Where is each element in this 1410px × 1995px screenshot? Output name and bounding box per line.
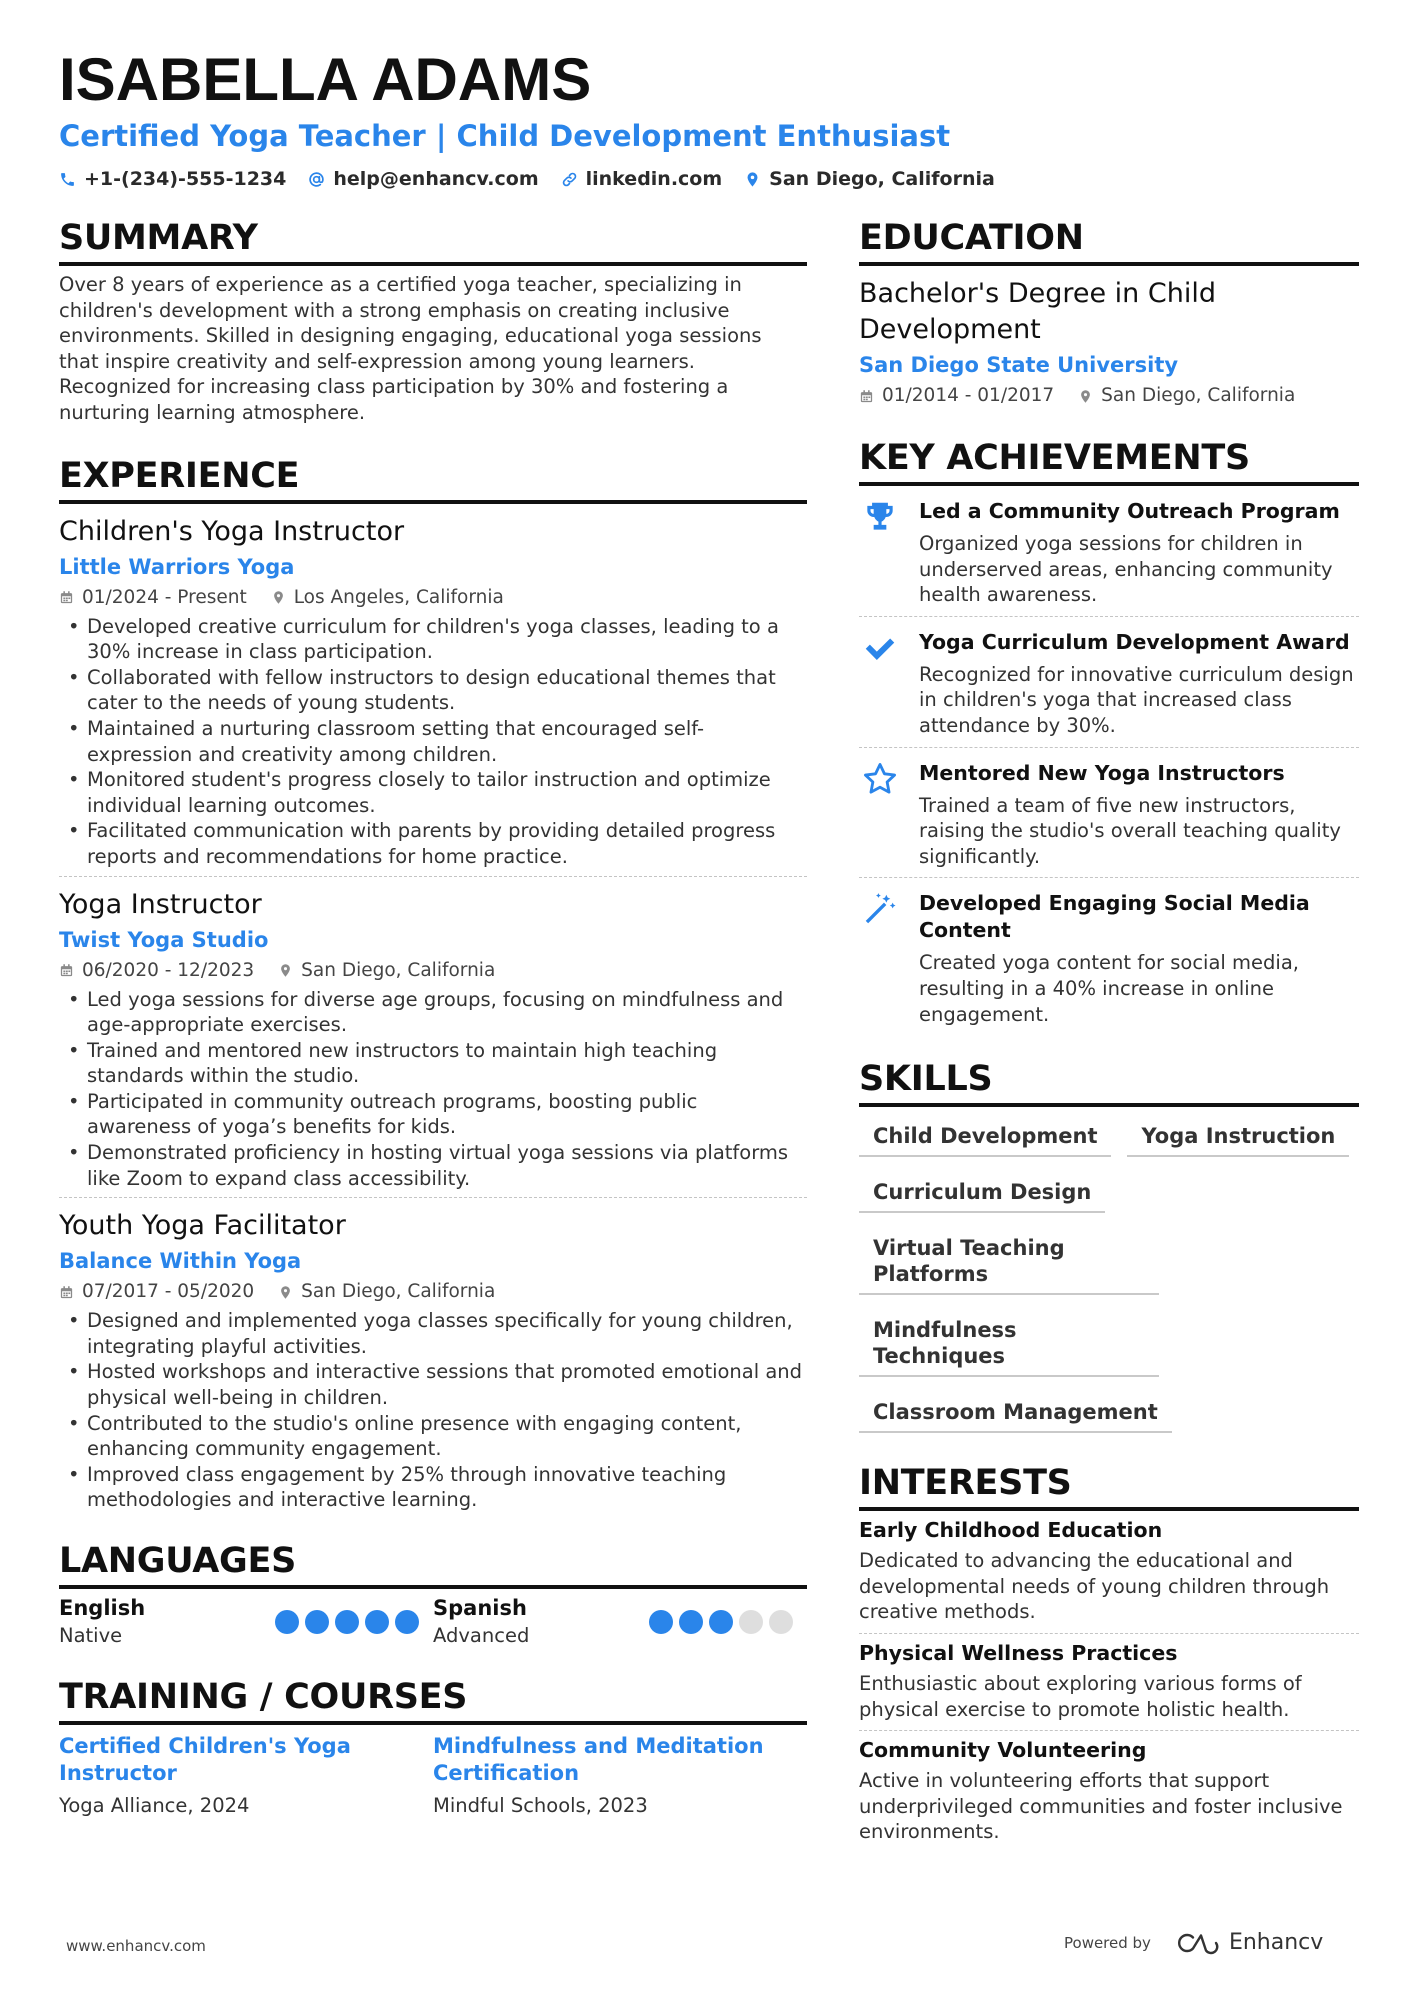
- achievement-desc: Recognized for innovative curriculum design in children's yoga that increased class attendance by 30%.: [919, 662, 1354, 737]
- language-name: Spanish: [433, 1596, 527, 1620]
- education-dates-text: 01/2014 - 01/2017: [882, 385, 1055, 406]
- candidate-name: ISABELLA ADAMS: [59, 46, 592, 113]
- course-provider: Yoga Alliance, 2024: [59, 1794, 250, 1817]
- job-bullet: • Led yoga sessions for diverse age groups, focusing on mindfulness and age-appropriate exercises.: [59, 987, 807, 1038]
- job-title: Yoga Instructor: [59, 888, 262, 920]
- location-pin-icon: [744, 171, 761, 188]
- skill-tag: Yoga Instruction: [1127, 1111, 1349, 1157]
- location-pin-icon: [278, 1285, 293, 1300]
- job-title: Children's Yoga Instructor: [59, 515, 405, 547]
- calendar-icon: [859, 389, 874, 404]
- rating-dot-filled: [679, 1610, 703, 1634]
- job-bullet: • Trained and mentored new instructors to maintain high teaching standards within the studio.: [59, 1038, 807, 1089]
- experience-item: [59, 1197, 807, 1519]
- achievement-item: [859, 747, 1359, 878]
- contact-email[interactable]: [308, 168, 538, 190]
- job-dates: [59, 959, 254, 983]
- job-bullet: • Hosted workshops and interactive sessions that promoted emotional and physical well-being in children.: [59, 1359, 807, 1410]
- contact-phone[interactable]: [59, 168, 286, 190]
- experience-item: [59, 504, 807, 876]
- training-heading: TRAINING / COURSES: [59, 1675, 807, 1725]
- language-rating: [649, 1610, 793, 1634]
- location-text: San Diego, California: [769, 168, 995, 190]
- trophy-icon: [859, 498, 919, 608]
- phone-number: +1-(234)-555-1234: [84, 168, 287, 190]
- job-bullet: • Participated in community outreach programs, boosting public awareness of yoga’s benefits for kids.: [59, 1089, 807, 1140]
- location-pin-icon: [271, 590, 286, 605]
- magic-wand-icon: [859, 890, 919, 1027]
- left-column: [59, 216, 807, 1819]
- education-meta: [859, 384, 1359, 408]
- interests-section: [859, 1461, 1359, 1853]
- interest-item: [859, 1730, 1359, 1853]
- rating-dot-filled: [365, 1610, 389, 1634]
- interest-item: [859, 1633, 1359, 1730]
- linkedin-link: linkedin.com: [585, 168, 723, 190]
- achievements-heading: KEY ACHIEVEMENTS: [859, 436, 1359, 486]
- job-dates: [59, 586, 247, 610]
- education-section: [859, 216, 1359, 408]
- job-location-text: Los Angeles, California: [293, 586, 504, 608]
- calendar-icon: [59, 1285, 74, 1300]
- job-bullet: • Designed and implemented yoga classes specifically for young children, integrating playful activities.: [59, 1308, 807, 1359]
- job-location: [271, 586, 504, 610]
- footer-branding: [1064, 1930, 1323, 1955]
- at-icon: [308, 171, 325, 188]
- job-dates-text: 01/2024 - Present: [82, 586, 247, 608]
- powered-by-label: Powered by: [1064, 1933, 1151, 1952]
- rating-dot-filled: [335, 1610, 359, 1634]
- candidate-headline: Certified Yoga Teacher | Child Development Enthusiast: [59, 119, 951, 153]
- job-bullet: • Maintained a nurturing classroom setting that encouraged self-expression and creativity among children.: [59, 716, 807, 767]
- skills-list: [859, 1111, 1359, 1443]
- language-level: Native: [59, 1624, 123, 1647]
- rating-dot-filled: [305, 1610, 329, 1634]
- achievement-desc: Organized yoga sessions for children in underserved areas, enhancing community health awareness.: [919, 532, 1333, 607]
- location-pin-icon: [1078, 389, 1093, 404]
- education-location: [1078, 384, 1295, 408]
- job-dates: [59, 1280, 254, 1304]
- interests-heading: INTERESTS: [859, 1461, 1359, 1511]
- achievement-item: [859, 616, 1359, 747]
- achievement-desc: Trained a team of five new instructors, raising the studio's overall teaching quality significantly.: [919, 793, 1341, 868]
- contact-linkedin[interactable]: [561, 168, 723, 190]
- education-heading: EDUCATION: [859, 216, 1359, 266]
- interest-desc: Dedicated to advancing the educational and developmental needs of young children through creative methods.: [859, 1549, 1330, 1624]
- job-bullets: [59, 1308, 807, 1513]
- contact-location: [744, 168, 995, 190]
- rating-dot-empty: [769, 1610, 793, 1634]
- achievement-title: Mentored New Yoga Instructors: [919, 760, 1285, 785]
- rating-dot-filled: [275, 1610, 299, 1634]
- course-item: [433, 1733, 807, 1819]
- achievement-title: Led a Community Outreach Program: [919, 499, 1340, 523]
- job-location: [278, 959, 495, 983]
- checkmark-icon: [859, 629, 919, 739]
- brand-logo[interactable]: [1173, 1930, 1323, 1955]
- job-bullet: • Contributed to the studio's online presence with engaging content, enhancing community engagement.: [59, 1411, 807, 1462]
- rating-dot-empty: [739, 1610, 763, 1634]
- job-meta: [59, 959, 807, 983]
- job-dates-text: 06/2020 - 12/2023: [82, 959, 255, 981]
- languages-section: [59, 1539, 807, 1649]
- job-location: [278, 1280, 495, 1304]
- company-name: Balance Within Yoga: [59, 1249, 302, 1274]
- languages-list: [59, 1595, 807, 1649]
- calendar-icon: [59, 590, 74, 605]
- education-dates: [859, 384, 1054, 408]
- experience-section: [59, 454, 807, 1519]
- language-name: English: [59, 1596, 146, 1620]
- rating-dot-filled: [395, 1610, 419, 1634]
- job-bullet: • Collaborated with fellow instructors to design educational themes that cater to the needs of young students.: [59, 665, 807, 716]
- achievement-title: Yoga Curriculum Development Award: [919, 629, 1350, 654]
- course-item: [59, 1733, 433, 1819]
- interest-desc: Active in volunteering efforts that support underprivileged communities and foster inclusive environments.: [859, 1769, 1343, 1844]
- job-bullet: • Developed creative curriculum for children's yoga classes, leading to a 30% increase in class participation.: [59, 614, 807, 665]
- experience-heading: EXPERIENCE: [59, 454, 807, 504]
- company-name: Little Warriors Yoga: [59, 554, 295, 579]
- phone-icon: [59, 171, 76, 188]
- summary-text: Over 8 years of experience as a certified yoga teacher, specializing in children's development with a strong emphasis on creating inclusive environments. Skilled in designing engaging, educational yoga sessions that inspire creativity and self-expression among young learners. Recognized for increasing class participation by 30% and fostering a nurturing learning atmosphere.: [59, 273, 762, 424]
- job-title: Youth Yoga Facilitator: [59, 1210, 346, 1242]
- company-name: Twist Yoga Studio: [59, 927, 269, 952]
- rating-dot-filled: [709, 1610, 733, 1634]
- star-icon: [859, 760, 919, 870]
- achievements-section: [859, 436, 1359, 1035]
- degree-title: Bachelor's Degree in Child Development: [859, 278, 1216, 345]
- job-dates-text: 07/2017 - 05/2020: [82, 1281, 255, 1303]
- job-meta: [59, 586, 807, 610]
- achievement-title: Developed Engaging Social Media Content: [919, 891, 1310, 943]
- course-title: Certified Children's Yoga Instructor: [59, 1734, 351, 1785]
- enhancv-logo-icon: [1173, 1931, 1219, 1955]
- job-meta: [59, 1280, 807, 1304]
- brand-name: Enhancv: [1228, 1930, 1324, 1955]
- right-column: [859, 216, 1359, 1853]
- job-bullet: • Monitored student's progress closely to tailor instruction and optimize individual learning outcomes.: [59, 767, 807, 818]
- achievement-desc: Created yoga content for social media, resulting in a 40% increase in online engagement.: [919, 951, 1299, 1026]
- language-rating: [275, 1610, 419, 1634]
- job-bullets: [59, 987, 807, 1192]
- interest-item: [859, 1511, 1359, 1633]
- skill-tag: Child Development: [859, 1111, 1111, 1157]
- interest-title: Physical Wellness Practices: [859, 1640, 1178, 1665]
- language-item: [433, 1595, 807, 1649]
- skill-tag: Mindfulness Techniques: [859, 1305, 1159, 1377]
- skills-heading: SKILLS: [859, 1057, 1359, 1107]
- summary-heading: SUMMARY: [59, 216, 807, 266]
- skills-section: [859, 1057, 1359, 1443]
- courses-list: [59, 1733, 807, 1819]
- achievement-item: [859, 486, 1359, 616]
- skill-tag: Classroom Management: [859, 1387, 1172, 1433]
- summary-section: [59, 216, 807, 426]
- contact-info: [59, 168, 1359, 190]
- course-provider: Mindful Schools, 2023: [433, 1794, 648, 1817]
- language-level: Advanced: [433, 1624, 530, 1647]
- rating-dot-filled: [649, 1610, 673, 1634]
- job-location-text: San Diego, California: [301, 1281, 496, 1303]
- interest-title: Community Volunteering: [859, 1738, 1147, 1763]
- achievement-item: [859, 877, 1359, 1035]
- job-bullet: • Facilitated communication with parents by providing detailed progress reports and recommendations for home practice.: [59, 818, 807, 869]
- skill-tag: Curriculum Design: [859, 1167, 1105, 1213]
- link-icon: [561, 171, 578, 188]
- training-section: [59, 1675, 807, 1819]
- course-title: Mindfulness and Meditation Certification: [433, 1734, 764, 1785]
- job-location-text: San Diego, California: [301, 959, 496, 981]
- language-item: [59, 1595, 433, 1649]
- job-bullet: • Improved class engagement by 25% through innovative teaching methodologies and interactive learning.: [59, 1462, 807, 1513]
- experience-item: [59, 876, 807, 1198]
- education-location-text: San Diego, California: [1101, 385, 1296, 406]
- calendar-icon: [59, 963, 74, 978]
- school-name: San Diego State University: [859, 353, 1179, 377]
- job-bullets: [59, 614, 807, 870]
- interest-title: Early Childhood Education: [859, 1518, 1163, 1543]
- location-pin-icon: [278, 963, 293, 978]
- resume-header: [59, 44, 1359, 190]
- email-address: help@enhancv.com: [333, 168, 539, 190]
- skill-tag: Virtual Teaching Platforms: [859, 1223, 1159, 1295]
- footer-website[interactable]: www.enhancv.com: [66, 1937, 206, 1955]
- interest-desc: Enthusiastic about exploring various forms of physical exercise to promote holistic health.: [859, 1671, 1302, 1721]
- job-bullet: • Demonstrated proficiency in hosting virtual yoga sessions via platforms like Zoom to expand class accessibility.: [59, 1140, 807, 1191]
- languages-heading: LANGUAGES: [59, 1539, 807, 1589]
